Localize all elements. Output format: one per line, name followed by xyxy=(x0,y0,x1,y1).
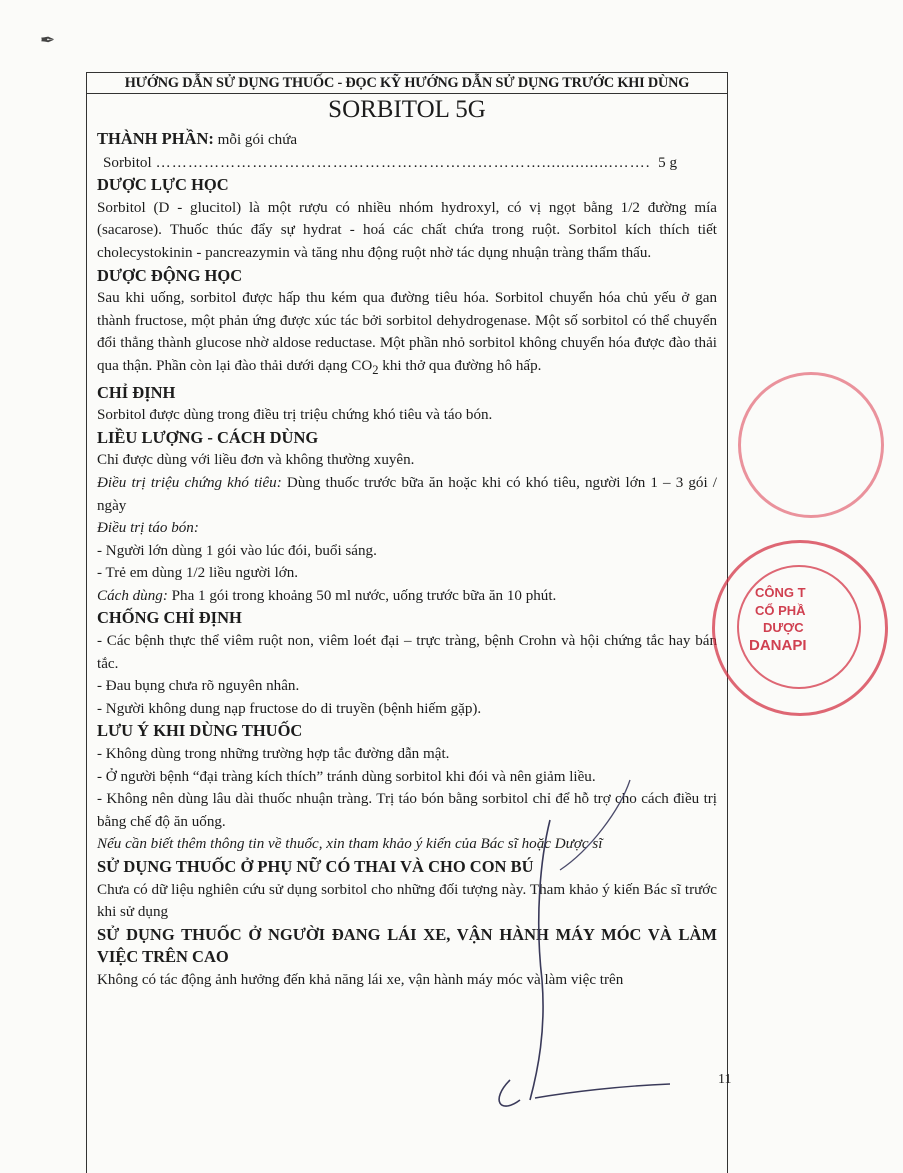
indications-heading: CHỈ ĐỊNH xyxy=(97,382,176,402)
dosage-usage xyxy=(97,585,717,608)
composition-subtitle: mỗi gói chứa xyxy=(217,132,298,148)
co2-subscript: 2 xyxy=(372,362,379,377)
ingredient-name: Sorbitol xyxy=(103,154,152,171)
dosage-adult: - Người lớn dùng 1 gói vào lúc đói, buổi sáng. xyxy=(97,542,377,559)
scan-mark: ✒ xyxy=(40,30,56,50)
constipation-label-text: Điều trị táo bón: xyxy=(97,520,199,537)
pharmacokinetics-text-a: Sau khi uống, sorbitol được hấp thu kém qua đường tiêu hóa. Sorbitol chuyển hóa chủ yếu ở gan thành fructose, một phản ứng được xúc tác bởi sorbitol dehydrogenase. Một số sorbitol có thể chuyển đổi thẳng thành glucose nhờ aldose reductase. Một phần nhỏ sorbitol không chuyển hóa được đào thải qua thận. Phần còn lại đào thải dưới dạng CO xyxy=(97,290,717,374)
page-title: SORBITOL 5G xyxy=(328,96,486,123)
contraindication-item: - Người không dung nạp fructose do di truyền (bệnh hiếm gặp). xyxy=(97,700,482,717)
usage-label: Cách dùng: xyxy=(97,587,168,604)
constipation-label xyxy=(97,517,717,540)
page-number: 11 xyxy=(718,1072,732,1087)
stamp-line: DƯỢC xyxy=(763,620,804,635)
precaution-item: - Không nên dùng lâu dài thuốc nhuận tràng. Trị táo bón bằng sorbitol chỉ để hỗ trợ cho cách điều trị bằng chế độ ăn uống. xyxy=(97,791,717,830)
dosage-line1: Chỉ được dùng với liều đơn và không thường xuyên. xyxy=(97,452,415,469)
stamp-line: DANAPI xyxy=(749,637,807,654)
contraindications-heading: CHỐNG CHỈ ĐỊNH xyxy=(97,608,242,628)
company-stamp-icon xyxy=(712,540,888,716)
ingredient-dots: ………………………………………………………………...............……. xyxy=(155,154,651,171)
pharmacodynamics-heading: DƯỢC LỰC HỌC xyxy=(97,175,229,195)
precaution-item: - Ở người bệnh “đại tràng kích thích” tránh dùng sorbitol khi đói và nên giảm liều. xyxy=(97,768,596,785)
contraindication-item: - Các bệnh thực thể viêm ruột non, viêm loét đại – trực tràng, bệnh Crohn và hội chứng tắc hay bán tắc. xyxy=(97,633,717,672)
dyspepsia-text: Dùng thuốc trước bữa ăn hoặc khi có khó tiêu, người lớn 1 – 3 gói / ngày xyxy=(97,474,717,514)
pharmacodynamics-text: Sorbitol (D - glucitol) là một rượu có nhiều nhóm hydroxyl, có vị ngọt bằng 1/2 đường mía (sacarose). Thuốc thúc đẩy sự hydrat - hoá các chất chứa trong ruột. Sorbitol kích thích tiết cholecystokinin - pancreazymin và tăng nhu động ruột nhờ tác dụng nhuận tràng thẩm thấu. xyxy=(97,199,717,261)
indications-text: Sorbitol được dùng trong điều trị triệu chứng khó tiêu và táo bón. xyxy=(97,407,493,424)
ingredient-amount: 5 g xyxy=(658,154,677,171)
contraindication-item: - Đau bụng chưa rõ nguyên nhân. xyxy=(97,678,300,695)
composition-heading: THÀNH PHẦN: xyxy=(97,129,214,148)
usage-text: Pha 1 gói trong khoảng 50 ml nước, uống trước bữa ăn 10 phút. xyxy=(167,587,557,604)
header-banner: HƯỚNG DẪN SỬ DỤNG THUỐC - ĐỌC KỸ HƯỚNG DẪN SỬ DỤNG TRƯỚC KHI DÙNG xyxy=(87,73,727,94)
dosage-heading: LIỀU LƯỢNG - CÁCH DÙNG xyxy=(97,427,319,447)
ingredient-row xyxy=(97,152,717,175)
driving-text: Không có tác động ảnh hưởng đến khả năng lái xe, vận hành máy móc và làm việc trên xyxy=(97,971,624,988)
stamp-partial-icon xyxy=(738,372,884,518)
dosage-child: - Trẻ em dùng 1/2 liều người lớn. xyxy=(97,565,299,582)
dyspepsia-label: Điều trị triệu chứng khó tiêu: xyxy=(97,474,282,491)
pregnancy-text: Chưa có dữ liệu nghiên cứu sử dụng sorbitol cho những đối tượng này. Tham khảo ý kiến Bác sĩ trước khi sử dụng xyxy=(97,881,717,921)
composition-section xyxy=(97,128,717,152)
precautions-note-text: Nếu cần biết thêm thông tin về thuốc, xin tham khảo ý kiến của Bác sĩ hoặc Dược sĩ xyxy=(97,836,603,853)
signature-icon xyxy=(480,780,680,1120)
precautions-heading: LƯU Ý KHI DÙNG THUỐC xyxy=(97,721,303,741)
pregnancy-heading: SỬ DỤNG THUỐC Ở PHỤ NỮ CÓ THAI VÀ CHO CON BÚ xyxy=(97,857,534,877)
pharmacokinetics-text-b: khi thở qua đường hô hấp. xyxy=(378,357,542,374)
stamp-line: CỔ PHẦ xyxy=(755,603,806,618)
pharmacokinetics-heading: DƯỢC ĐỘNG HỌC xyxy=(97,265,243,285)
driving-heading: SỬ DỤNG THUỐC Ở NGƯỜI ĐANG LÁI XE, VẬN HÀNH MÁY MÓC VÀ LÀM VIỆC TRÊN CAO xyxy=(97,924,717,967)
stamp-line: CÔNG T xyxy=(755,585,806,600)
dosage-dyspepsia xyxy=(97,472,717,517)
pharmacokinetics-text xyxy=(97,287,717,381)
precaution-item: - Không dùng trong những trường hợp tắc đường dẫn mật. xyxy=(97,746,450,763)
